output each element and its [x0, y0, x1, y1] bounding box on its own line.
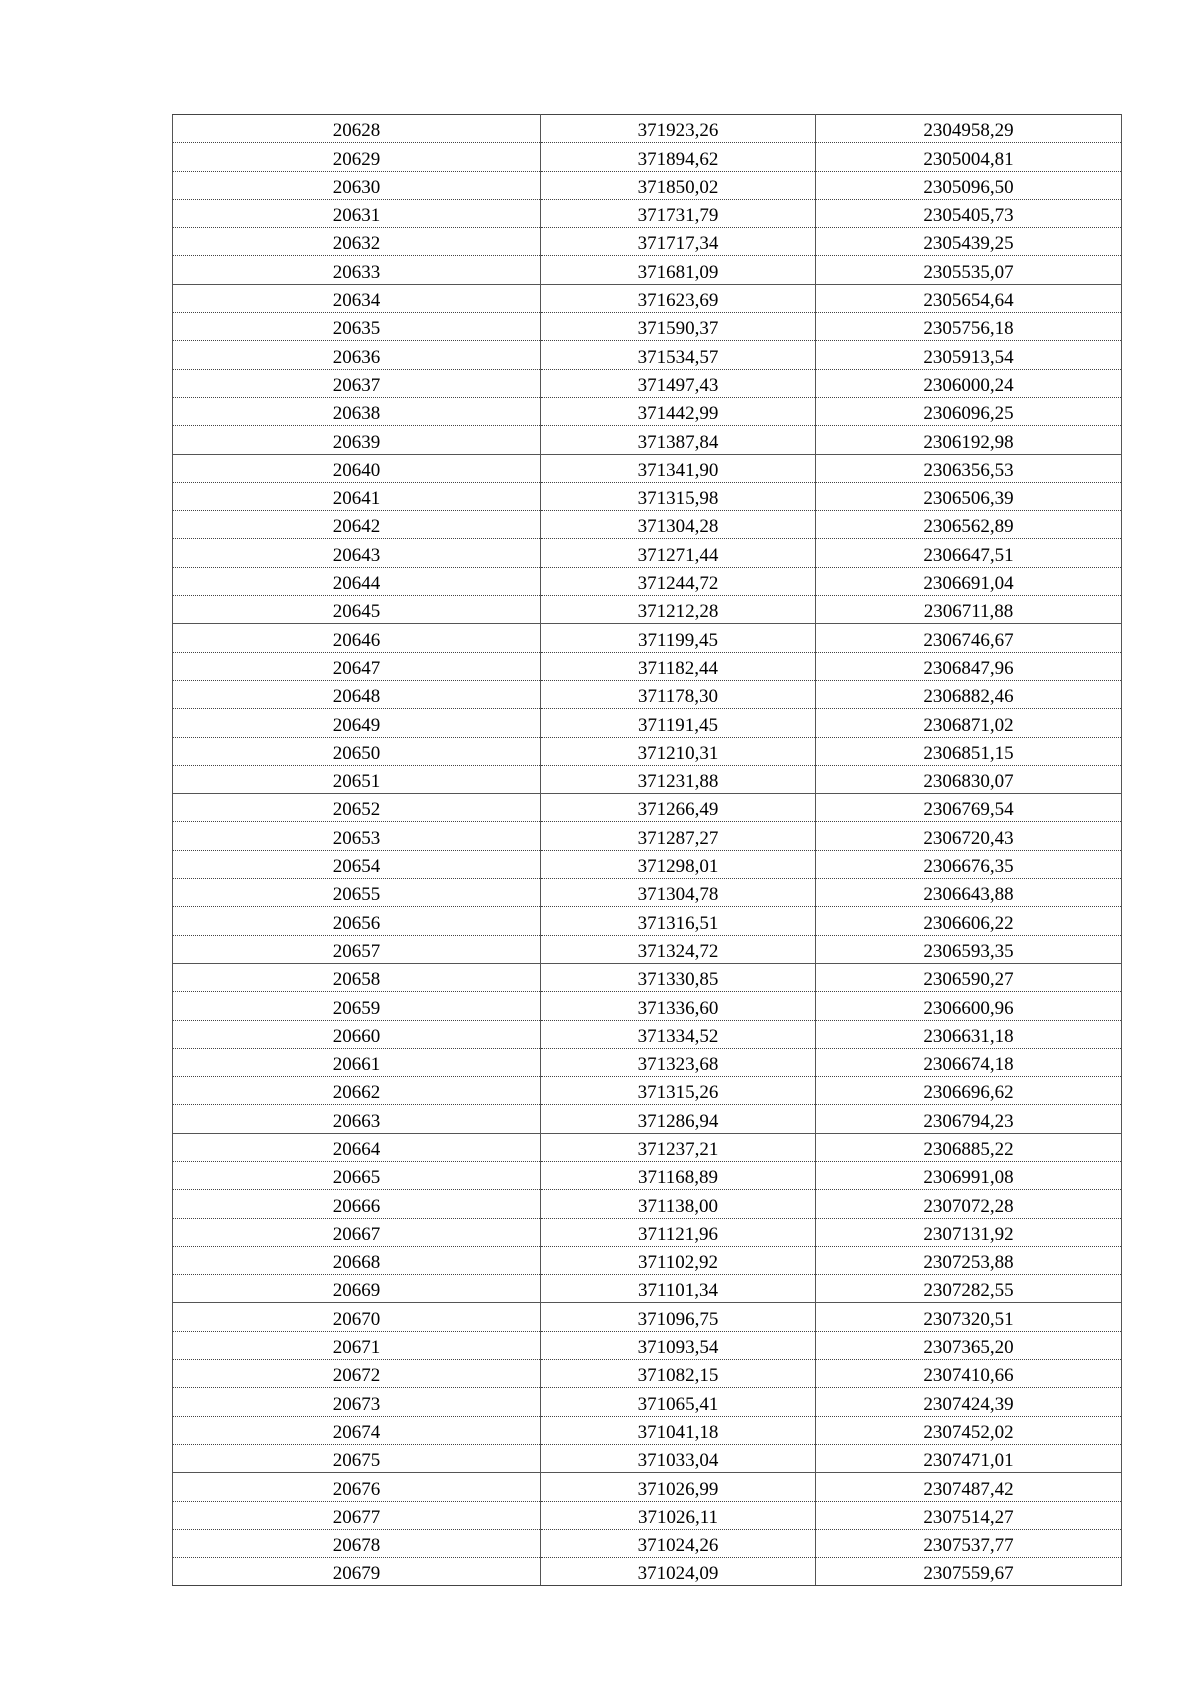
y-coordinate-cell: 2307365,20 [816, 1331, 1122, 1359]
point-number-cell: 20633 [173, 256, 541, 284]
y-coordinate-cell: 2306769,54 [816, 794, 1122, 822]
table-row [173, 1558, 1122, 1586]
point-number-cell: 20670 [173, 1303, 541, 1331]
x-coordinate-cell: 371315,26 [541, 1077, 816, 1105]
table-row [173, 652, 1122, 680]
x-coordinate-cell: 371316,51 [541, 907, 816, 935]
table-row [173, 850, 1122, 878]
table-row [173, 369, 1122, 397]
x-coordinate-cell: 371304,28 [541, 511, 816, 539]
point-number-cell: 20677 [173, 1501, 541, 1529]
x-coordinate-cell: 371850,02 [541, 171, 816, 199]
point-number-cell: 20671 [173, 1331, 541, 1359]
table-row [173, 1020, 1122, 1048]
x-coordinate-cell: 371315,98 [541, 482, 816, 510]
table-row [173, 596, 1122, 624]
table-row [173, 482, 1122, 510]
point-number-cell: 20660 [173, 1020, 541, 1048]
point-number-cell: 20676 [173, 1473, 541, 1501]
table-row [173, 1048, 1122, 1076]
x-coordinate-cell: 371534,57 [541, 341, 816, 369]
point-number-cell: 20628 [173, 115, 541, 143]
x-coordinate-cell: 371082,15 [541, 1360, 816, 1388]
y-coordinate-cell: 2306506,39 [816, 482, 1122, 510]
point-number-cell: 20661 [173, 1048, 541, 1076]
point-number-cell: 20662 [173, 1077, 541, 1105]
point-number-cell: 20659 [173, 992, 541, 1020]
x-coordinate-cell: 371210,31 [541, 737, 816, 765]
table-row [173, 1161, 1122, 1189]
y-coordinate-cell: 2305535,07 [816, 256, 1122, 284]
x-coordinate-cell: 371271,44 [541, 539, 816, 567]
point-number-cell: 20658 [173, 963, 541, 991]
y-coordinate-cell: 2304958,29 [816, 115, 1122, 143]
table-row [173, 992, 1122, 1020]
x-coordinate-cell: 371212,28 [541, 596, 816, 624]
y-coordinate-cell: 2307537,77 [816, 1529, 1122, 1557]
x-coordinate-cell: 371024,09 [541, 1558, 816, 1586]
x-coordinate-cell: 371065,41 [541, 1388, 816, 1416]
x-coordinate-cell: 371101,34 [541, 1275, 816, 1303]
y-coordinate-cell: 2306746,67 [816, 624, 1122, 652]
x-coordinate-cell: 371026,11 [541, 1501, 816, 1529]
point-number-cell: 20630 [173, 171, 541, 199]
table-row [173, 1077, 1122, 1105]
table-row [173, 1331, 1122, 1359]
x-coordinate-cell: 371178,30 [541, 680, 816, 708]
x-coordinate-cell: 371731,79 [541, 199, 816, 227]
y-coordinate-cell: 2307320,51 [816, 1303, 1122, 1331]
y-coordinate-cell: 2306691,04 [816, 567, 1122, 595]
y-coordinate-cell: 2306606,22 [816, 907, 1122, 935]
x-coordinate-cell: 371717,34 [541, 228, 816, 256]
x-coordinate-cell: 371199,45 [541, 624, 816, 652]
point-number-cell: 20641 [173, 482, 541, 510]
y-coordinate-cell: 2307282,55 [816, 1275, 1122, 1303]
table-row [173, 1360, 1122, 1388]
point-number-cell: 20668 [173, 1246, 541, 1274]
x-coordinate-cell: 371026,99 [541, 1473, 816, 1501]
y-coordinate-cell: 2307131,92 [816, 1218, 1122, 1246]
y-coordinate-cell: 2306096,25 [816, 397, 1122, 425]
table-row [173, 1444, 1122, 1472]
point-number-cell: 20645 [173, 596, 541, 624]
table-row [173, 1416, 1122, 1444]
point-number-cell: 20637 [173, 369, 541, 397]
y-coordinate-cell: 2305004,81 [816, 143, 1122, 171]
table-row [173, 624, 1122, 652]
x-coordinate-cell: 371334,52 [541, 1020, 816, 1048]
y-coordinate-cell: 2305405,73 [816, 199, 1122, 227]
point-number-cell: 20654 [173, 850, 541, 878]
y-coordinate-cell: 2305439,25 [816, 228, 1122, 256]
x-coordinate-cell: 371244,72 [541, 567, 816, 595]
table-row [173, 1275, 1122, 1303]
y-coordinate-cell: 2305756,18 [816, 313, 1122, 341]
x-coordinate-cell: 371168,89 [541, 1161, 816, 1189]
point-number-cell: 20649 [173, 709, 541, 737]
table-row [173, 1473, 1122, 1501]
y-coordinate-cell: 2307514,27 [816, 1501, 1122, 1529]
point-number-cell: 20679 [173, 1558, 541, 1586]
point-number-cell: 20657 [173, 935, 541, 963]
table-row [173, 228, 1122, 256]
table-row [173, 935, 1122, 963]
y-coordinate-cell: 2305913,54 [816, 341, 1122, 369]
x-coordinate-cell: 371590,37 [541, 313, 816, 341]
y-coordinate-cell: 2306192,98 [816, 426, 1122, 454]
x-coordinate-cell: 371298,01 [541, 850, 816, 878]
y-coordinate-cell: 2307452,02 [816, 1416, 1122, 1444]
point-number-cell: 20656 [173, 907, 541, 935]
point-number-cell: 20634 [173, 284, 541, 312]
x-coordinate-cell: 371681,09 [541, 256, 816, 284]
table-row [173, 907, 1122, 935]
point-number-cell: 20655 [173, 879, 541, 907]
table-row [173, 1133, 1122, 1161]
y-coordinate-cell: 2307471,01 [816, 1444, 1122, 1472]
table-row [173, 1303, 1122, 1331]
table-row [173, 765, 1122, 793]
table-row [173, 1529, 1122, 1557]
x-coordinate-cell: 371387,84 [541, 426, 816, 454]
point-number-cell: 20666 [173, 1190, 541, 1218]
y-coordinate-cell: 2306794,23 [816, 1105, 1122, 1133]
y-coordinate-cell: 2306631,18 [816, 1020, 1122, 1048]
y-coordinate-cell: 2306356,53 [816, 454, 1122, 482]
x-coordinate-cell: 371323,68 [541, 1048, 816, 1076]
x-coordinate-cell: 371497,43 [541, 369, 816, 397]
table-row [173, 1105, 1122, 1133]
x-coordinate-cell: 371266,49 [541, 794, 816, 822]
table-row [173, 1218, 1122, 1246]
x-coordinate-cell: 371287,27 [541, 822, 816, 850]
y-coordinate-cell: 2306720,43 [816, 822, 1122, 850]
table-row [173, 794, 1122, 822]
y-coordinate-cell: 2306674,18 [816, 1048, 1122, 1076]
point-number-cell: 20672 [173, 1360, 541, 1388]
point-number-cell: 20642 [173, 511, 541, 539]
x-coordinate-cell: 371191,45 [541, 709, 816, 737]
point-number-cell: 20647 [173, 652, 541, 680]
y-coordinate-cell: 2306000,24 [816, 369, 1122, 397]
point-number-cell: 20650 [173, 737, 541, 765]
x-coordinate-cell: 371286,94 [541, 1105, 816, 1133]
table-row [173, 256, 1122, 284]
point-number-cell: 20629 [173, 143, 541, 171]
x-coordinate-cell: 371336,60 [541, 992, 816, 1020]
table-row [173, 171, 1122, 199]
point-number-cell: 20678 [173, 1529, 541, 1557]
table-row [173, 1388, 1122, 1416]
table-row [173, 1246, 1122, 1274]
y-coordinate-cell: 2307424,39 [816, 1388, 1122, 1416]
table-row [173, 879, 1122, 907]
point-number-cell: 20632 [173, 228, 541, 256]
y-coordinate-cell: 2306830,07 [816, 765, 1122, 793]
x-coordinate-cell: 371182,44 [541, 652, 816, 680]
x-coordinate-cell: 371102,92 [541, 1246, 816, 1274]
point-number-cell: 20663 [173, 1105, 541, 1133]
x-coordinate-cell: 371623,69 [541, 284, 816, 312]
table-row [173, 680, 1122, 708]
x-coordinate-cell: 371304,78 [541, 879, 816, 907]
table-row [173, 454, 1122, 482]
point-number-cell: 20646 [173, 624, 541, 652]
x-coordinate-cell: 371237,21 [541, 1133, 816, 1161]
point-number-cell: 20673 [173, 1388, 541, 1416]
table-row [173, 199, 1122, 227]
x-coordinate-cell: 371041,18 [541, 1416, 816, 1444]
point-number-cell: 20644 [173, 567, 541, 595]
table-row [173, 115, 1122, 143]
table-row [173, 511, 1122, 539]
point-number-cell: 20651 [173, 765, 541, 793]
x-coordinate-cell: 371330,85 [541, 963, 816, 991]
x-coordinate-cell: 371231,88 [541, 765, 816, 793]
point-number-cell: 20653 [173, 822, 541, 850]
x-coordinate-cell: 371923,26 [541, 115, 816, 143]
y-coordinate-cell: 2306696,62 [816, 1077, 1122, 1105]
table-row [173, 426, 1122, 454]
y-coordinate-cell: 2306593,35 [816, 935, 1122, 963]
y-coordinate-cell: 2305654,64 [816, 284, 1122, 312]
table-row [173, 567, 1122, 595]
table-row [173, 1501, 1122, 1529]
x-coordinate-cell: 371024,26 [541, 1529, 816, 1557]
y-coordinate-cell: 2307487,42 [816, 1473, 1122, 1501]
coordinates-table-body [173, 115, 1122, 1586]
y-coordinate-cell: 2306851,15 [816, 737, 1122, 765]
point-number-cell: 20665 [173, 1161, 541, 1189]
y-coordinate-cell: 2307253,88 [816, 1246, 1122, 1274]
y-coordinate-cell: 2307559,67 [816, 1558, 1122, 1586]
x-coordinate-cell: 371324,72 [541, 935, 816, 963]
table-row [173, 341, 1122, 369]
table-row [173, 1190, 1122, 1218]
table-row [173, 313, 1122, 341]
x-coordinate-cell: 371093,54 [541, 1331, 816, 1359]
y-coordinate-cell: 2306590,27 [816, 963, 1122, 991]
x-coordinate-cell: 371442,99 [541, 397, 816, 425]
point-number-cell: 20652 [173, 794, 541, 822]
y-coordinate-cell: 2306885,22 [816, 1133, 1122, 1161]
table-row [173, 709, 1122, 737]
point-number-cell: 20674 [173, 1416, 541, 1444]
y-coordinate-cell: 2307410,66 [816, 1360, 1122, 1388]
point-number-cell: 20669 [173, 1275, 541, 1303]
point-number-cell: 20631 [173, 199, 541, 227]
point-number-cell: 20648 [173, 680, 541, 708]
x-coordinate-cell: 371033,04 [541, 1444, 816, 1472]
y-coordinate-cell: 2307072,28 [816, 1190, 1122, 1218]
x-coordinate-cell: 371894,62 [541, 143, 816, 171]
y-coordinate-cell: 2306562,89 [816, 511, 1122, 539]
y-coordinate-cell: 2306991,08 [816, 1161, 1122, 1189]
point-number-cell: 20639 [173, 426, 541, 454]
table-row [173, 397, 1122, 425]
table-row [173, 284, 1122, 312]
point-number-cell: 20640 [173, 454, 541, 482]
y-coordinate-cell: 2305096,50 [816, 171, 1122, 199]
y-coordinate-cell: 2306600,96 [816, 992, 1122, 1020]
point-number-cell: 20635 [173, 313, 541, 341]
y-coordinate-cell: 2306847,96 [816, 652, 1122, 680]
y-coordinate-cell: 2306676,35 [816, 850, 1122, 878]
y-coordinate-cell: 2306882,46 [816, 680, 1122, 708]
coordinates-table [172, 114, 1122, 1586]
x-coordinate-cell: 371096,75 [541, 1303, 816, 1331]
y-coordinate-cell: 2306711,88 [816, 596, 1122, 624]
point-number-cell: 20675 [173, 1444, 541, 1472]
point-number-cell: 20643 [173, 539, 541, 567]
table-row [173, 539, 1122, 567]
x-coordinate-cell: 371341,90 [541, 454, 816, 482]
y-coordinate-cell: 2306643,88 [816, 879, 1122, 907]
point-number-cell: 20638 [173, 397, 541, 425]
x-coordinate-cell: 371121,96 [541, 1218, 816, 1246]
table-row [173, 822, 1122, 850]
point-number-cell: 20667 [173, 1218, 541, 1246]
point-number-cell: 20664 [173, 1133, 541, 1161]
table-row [173, 143, 1122, 171]
y-coordinate-cell: 2306871,02 [816, 709, 1122, 737]
table-row [173, 963, 1122, 991]
point-number-cell: 20636 [173, 341, 541, 369]
x-coordinate-cell: 371138,00 [541, 1190, 816, 1218]
y-coordinate-cell: 2306647,51 [816, 539, 1122, 567]
table-row [173, 737, 1122, 765]
